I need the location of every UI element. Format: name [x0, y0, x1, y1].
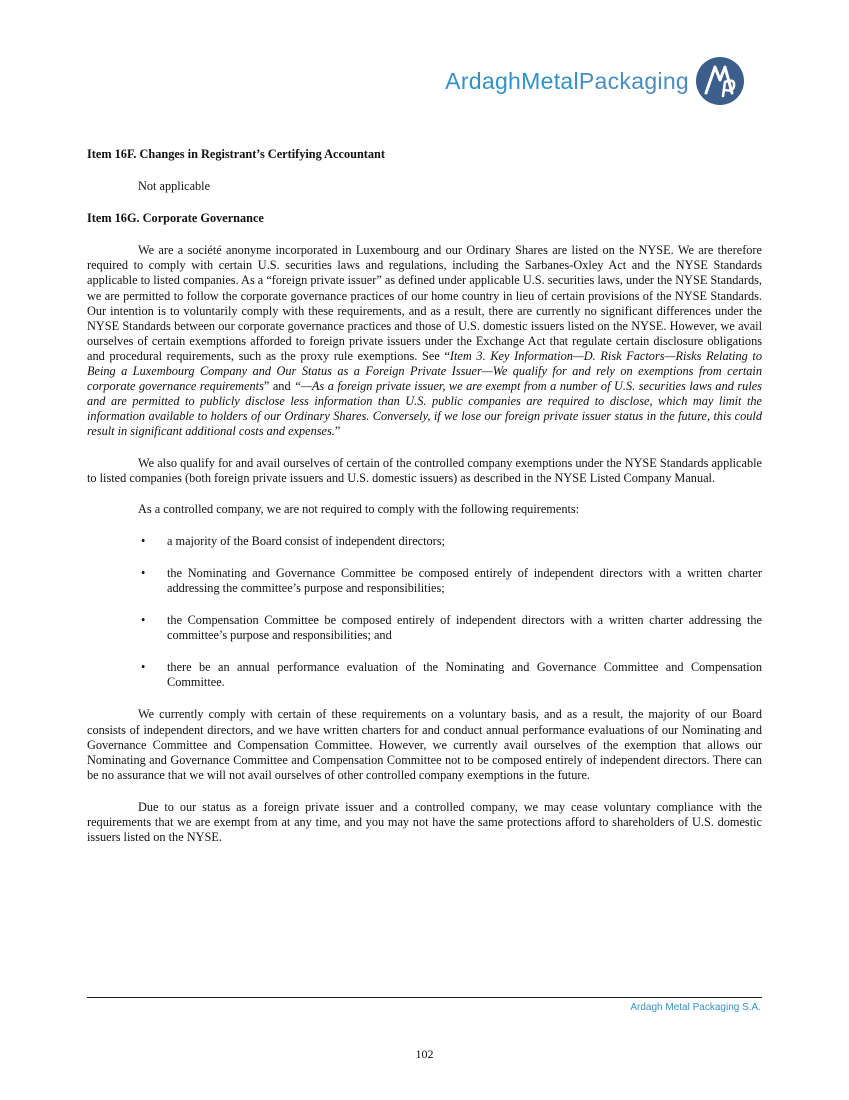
p1-italic-reference-2: “—As a foreign private issuer, we are exempt from a number of U.S. securities laws and rules and are permitted to publicly disclose less information than U.S. public companies are required to disclose, which may limit the information available to holders of our Ordinary Shares. Conversely, if we lose our foreign private issuer status in the future, this could result in significant additional costs and expenses. — [87, 379, 762, 439]
bullet-icon: • — [141, 660, 146, 675]
logo-word-ardagh: Ardagh — [445, 67, 522, 94]
document-body — [87, 147, 762, 845]
governance-paragraph-4: We currently comply with certain of these requirements on a voluntary basis, and as a result, the majority of our Board consists of independent directors, and we have written charters for and conduct annual performance evaluations of our Nominating and Governance Committee and Compensation Committee. However, we currently avail ourselves of the exemption that allows our Nominating and Governance Committee and Compensation Committee not to be composed entirely of independent directors. There can be no assurance that we will not avail ourselves of other controlled company exemptions in the future. — [87, 707, 762, 782]
footer-divider — [87, 997, 762, 998]
page-number: 102 — [415, 1047, 434, 1061]
list-item-text: a majority of the Board consist of independent directors; — [167, 533, 445, 548]
bullet-icon: • — [141, 613, 146, 628]
bullet-icon: • — [141, 565, 146, 580]
item-16f-heading: Item 16F. Changes in Registrant’s Certifying Accountant — [87, 147, 385, 161]
item-16g-heading: Item 16G. Corporate Governance — [87, 211, 264, 226]
footer-company-name: Ardagh Metal Packaging S.A. — [630, 1002, 761, 1013]
list-item — [87, 566, 762, 596]
item-16f-text: Not applicable — [138, 179, 211, 194]
company-logo — [445, 56, 745, 106]
logo-wordmark — [445, 68, 689, 95]
logo-word-packaging: Packaging — [578, 67, 689, 94]
list-item-text: the Nominating and Governance Committee be composed entirely of independent directors with a written charter addressing the committee’s purpose and responsibilities; — [167, 565, 762, 595]
requirements-list — [87, 534, 762, 691]
p1-text-c: ” — [334, 424, 341, 439]
list-item — [87, 660, 762, 690]
governance-paragraph-3: As a controlled company, we are not required to comply with the following requirements: — [138, 501, 580, 516]
list-item — [87, 534, 762, 549]
list-item — [87, 613, 762, 643]
governance-paragraph-1 — [87, 243, 762, 439]
p1-text-b: ” and — [263, 379, 295, 394]
bullet-icon: • — [141, 533, 146, 548]
amp-logo-icon — [695, 56, 745, 106]
governance-paragraph-5: Due to our status as a foreign private issuer and a controlled company, we may cease voluntary compliance with the requirements that we are exempt from at any time, and you may not have the same protections afford to shareholders of U.S. domestic issuers listed on the NYSE. — [87, 799, 762, 845]
p1-text-a: We are a société anonyme incorporated in Luxembourg and our Ordinary Shares are listed on the NYSE. We are therefore required to comply with certain U.S. securities laws and regulations, including the Sarbanes-Oxley Act and the NYSE Standards applicable to listed companies. As a “foreign private issuer” as defined under applicable U.S. securities laws, under the NYSE Standards, we are permitted to follow the corporate governance practices of our home country in lieu of certain provisions of the NYSE Standards. Our intention is to voluntarily comply with these requirements, and as a result, there are currently no significant differences under the NYSE Standards between our corporate governance practices and those of U.S. domestic issuers listed on the NYSE. However, we avail ourselves of certain exemptions afforded to foreign private issuers under the Exchange Act that regulate certain disclosure obligations and procedural requirements, such as the proxy rule exemptions. See “ — [87, 243, 762, 363]
p1-italic-reference-1: Item 3. Key Information—D. Risk Factors—Risks Relating to Being a Luxembourg Company and Our Status as a Foreign Private Issuer—We qualify for and rely on exemptions from certain corporate governance requirements — [87, 348, 762, 394]
logo-word-metal: Metal — [521, 67, 579, 94]
list-item-text: there be an annual performance evaluation of the Nominating and Governance Committee and Compensation Committee. — [167, 660, 762, 690]
governance-paragraph-2: We also qualify for and avail ourselves of certain of the controlled company exemptions under the NYSE Standards applicable to listed companies (both foreign private issuers and U.S. domestic issuers) as described in the NYSE Listed Company Manual. — [87, 455, 762, 485]
list-item-text: the Compensation Committee be composed entirely of independent directors with a written charter addressing the committee’s purpose and responsibilities; and — [167, 613, 762, 643]
